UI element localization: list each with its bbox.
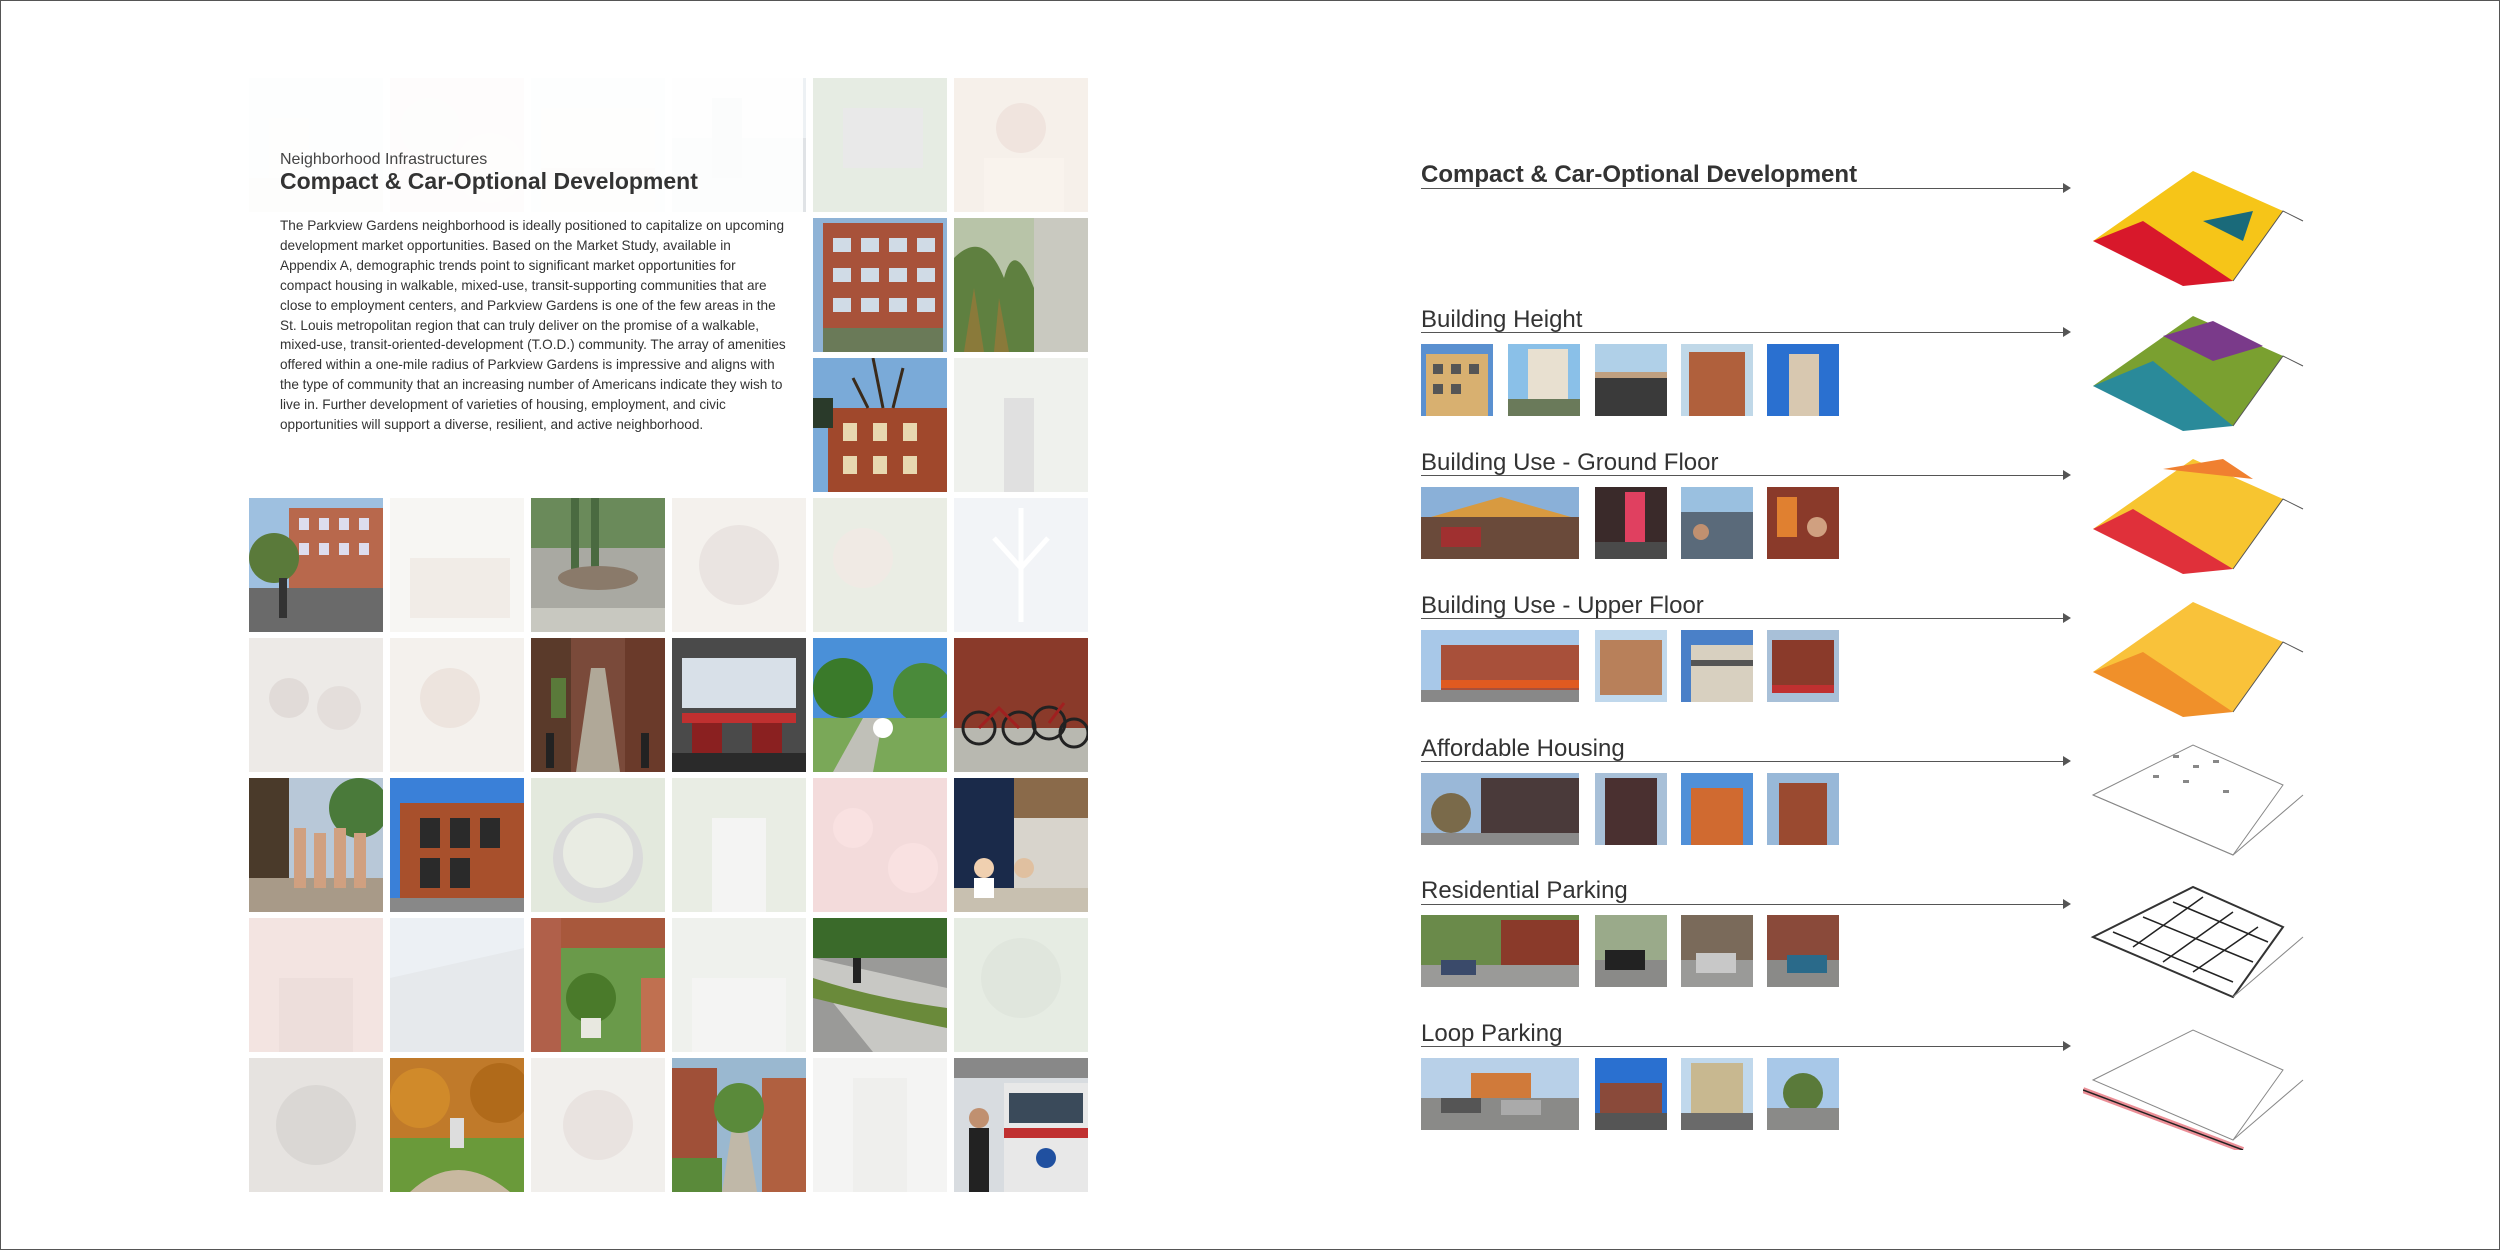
arrow-rule xyxy=(1421,332,2069,333)
photo-brick-building-trees xyxy=(813,358,947,492)
thumbnail-photo xyxy=(1767,773,1839,845)
section-label-residential-parking: Residential Parking xyxy=(1421,877,1628,904)
photo-tile xyxy=(672,778,806,912)
axon-diagram-ground-floor xyxy=(2083,449,2313,579)
thumbnail-photo xyxy=(1421,915,1579,987)
photo-tile xyxy=(390,638,524,772)
thumbnail-photo xyxy=(1595,773,1667,845)
photo-tile xyxy=(672,498,806,632)
arrow-rule xyxy=(1421,188,2069,189)
arrow-rule xyxy=(1421,618,2069,619)
arrow-rule xyxy=(1421,761,2069,762)
photo-streetcar-interior xyxy=(672,638,806,772)
axon-diagram-upper-floor xyxy=(2083,592,2313,722)
thumbnail-photo xyxy=(1421,1058,1579,1130)
photo-tile xyxy=(249,638,383,772)
photo-tile xyxy=(672,918,806,1052)
photo-rain-garden xyxy=(954,218,1088,352)
thumbnail-photo xyxy=(1595,1058,1667,1130)
photo-green-roof xyxy=(531,918,665,1052)
section-label-use-upper-floor: Building Use - Upper Floor xyxy=(1421,592,1704,619)
axon-diagram-overview xyxy=(2083,161,2313,291)
photo-tile xyxy=(531,778,665,912)
section-label-affordable-housing: Affordable Housing xyxy=(1421,735,1625,762)
arrow-rule xyxy=(1421,904,2069,905)
thumbnail-photo xyxy=(1595,487,1667,559)
arrow-head-icon xyxy=(2063,183,2071,193)
arrow-rule xyxy=(1421,1046,2069,1047)
arrow-head-icon xyxy=(2063,613,2071,623)
photo-tile xyxy=(954,358,1088,492)
photo-tile xyxy=(249,1058,383,1192)
section-label-use-ground-floor: Building Use - Ground Floor xyxy=(1421,449,1719,476)
photo-metrolink-train xyxy=(954,1058,1088,1192)
thumbnail-photo xyxy=(1767,1058,1839,1130)
axon-diagram-loop-parking xyxy=(2083,1020,2313,1150)
thumbnail-photo xyxy=(1681,773,1753,845)
thumbnail-photo xyxy=(1681,344,1753,416)
page-title: Compact & Car-Optional Development xyxy=(280,168,698,194)
section-label-building-height: Building Height xyxy=(1421,306,1583,333)
photo-park-fountain xyxy=(390,1058,524,1192)
photo-tile xyxy=(813,498,947,632)
photo-tile xyxy=(954,498,1088,632)
photo-pedestrian-path-sign xyxy=(813,638,947,772)
thumbnail-photo xyxy=(1681,487,1753,559)
photo-courtyard-walkway xyxy=(672,1058,806,1192)
thumbnail-photo xyxy=(1681,915,1753,987)
section-kicker: Neighborhood Infrastructures xyxy=(280,151,488,168)
photo-brick-condo-building xyxy=(813,218,947,352)
thumbnail-photo xyxy=(1681,630,1753,702)
photo-bioswale-curb xyxy=(813,918,947,1052)
photo-tile xyxy=(390,918,524,1052)
arrow-rule xyxy=(1421,475,2069,476)
thumbnail-photo xyxy=(1767,630,1839,702)
photo-tile xyxy=(390,498,524,632)
arrow-head-icon xyxy=(2063,1041,2071,1051)
body-paragraph: The Parkview Gardens neighborhood is ideally positioned to capitalize on upcoming development market opportunities. Based on the Market Study, available in Appendix A, demographic trends point to significant market opportunities for compact housing in walkable, mixed-use, transit-supporting communities that are close to employment centers, and Parkview Gardens is one of the few areas in the St. Louis metropolitan region that can truly deliver on the promise of a walkable, mixed-use, transit-oriented-development (T.O.D.) community. The array of amenities offered within a one-mile radius of Parkview Gardens is impressive and aligns with the type of community that an increasing number of Americans indicate they wish to live in. Further development of varieties of housing, employment, and civic opportunities will support a diverse, resilient, and active neighborhood. xyxy=(280,218,786,433)
photo-cafe-storefront xyxy=(954,778,1088,912)
thumbnail-photo xyxy=(1595,630,1667,702)
thumbnail-photo xyxy=(1508,344,1580,416)
arrow-head-icon xyxy=(2063,470,2071,480)
thumbnail-photo xyxy=(1421,630,1579,702)
photo-alley-path xyxy=(531,638,665,772)
photo-street-apartments xyxy=(249,498,383,632)
thumbnail-photo xyxy=(1681,1058,1753,1130)
thumbnail-photo xyxy=(1767,344,1839,416)
arrow-head-icon xyxy=(2063,899,2071,909)
photo-brick-mixed-use xyxy=(390,778,524,912)
thumbnail-photo xyxy=(1421,773,1579,845)
thumbnail-photo xyxy=(1421,344,1493,416)
section-label-loop-parking: Loop Parking xyxy=(1421,1020,1563,1047)
arrow-head-icon xyxy=(2063,327,2071,337)
thumbnail-photo xyxy=(1767,487,1839,559)
thumbnail-photo xyxy=(1595,344,1667,416)
axon-diagram-affordable-housing xyxy=(2083,735,2313,865)
photo-tile xyxy=(813,1058,947,1192)
thumbnail-photo xyxy=(1421,487,1579,559)
thumbnail-photo xyxy=(1595,915,1667,987)
photo-bike-rack xyxy=(954,638,1088,772)
photo-tile xyxy=(813,78,947,212)
photo-sidewalk-pedestrians xyxy=(249,778,383,912)
thumbnail-photo xyxy=(1767,915,1839,987)
photo-tile xyxy=(813,778,947,912)
photo-tile xyxy=(954,78,1088,212)
photo-tile xyxy=(954,918,1088,1052)
axon-diagram-building-height xyxy=(2083,306,2313,436)
photo-tile xyxy=(249,918,383,1052)
photo-tile xyxy=(531,1058,665,1192)
arrow-head-icon xyxy=(2063,756,2071,766)
axon-diagram-residential-parking xyxy=(2083,877,2313,1007)
photo-plaza-planters xyxy=(531,498,665,632)
section-label-compact-development: Compact & Car-Optional Development xyxy=(1421,161,1858,188)
